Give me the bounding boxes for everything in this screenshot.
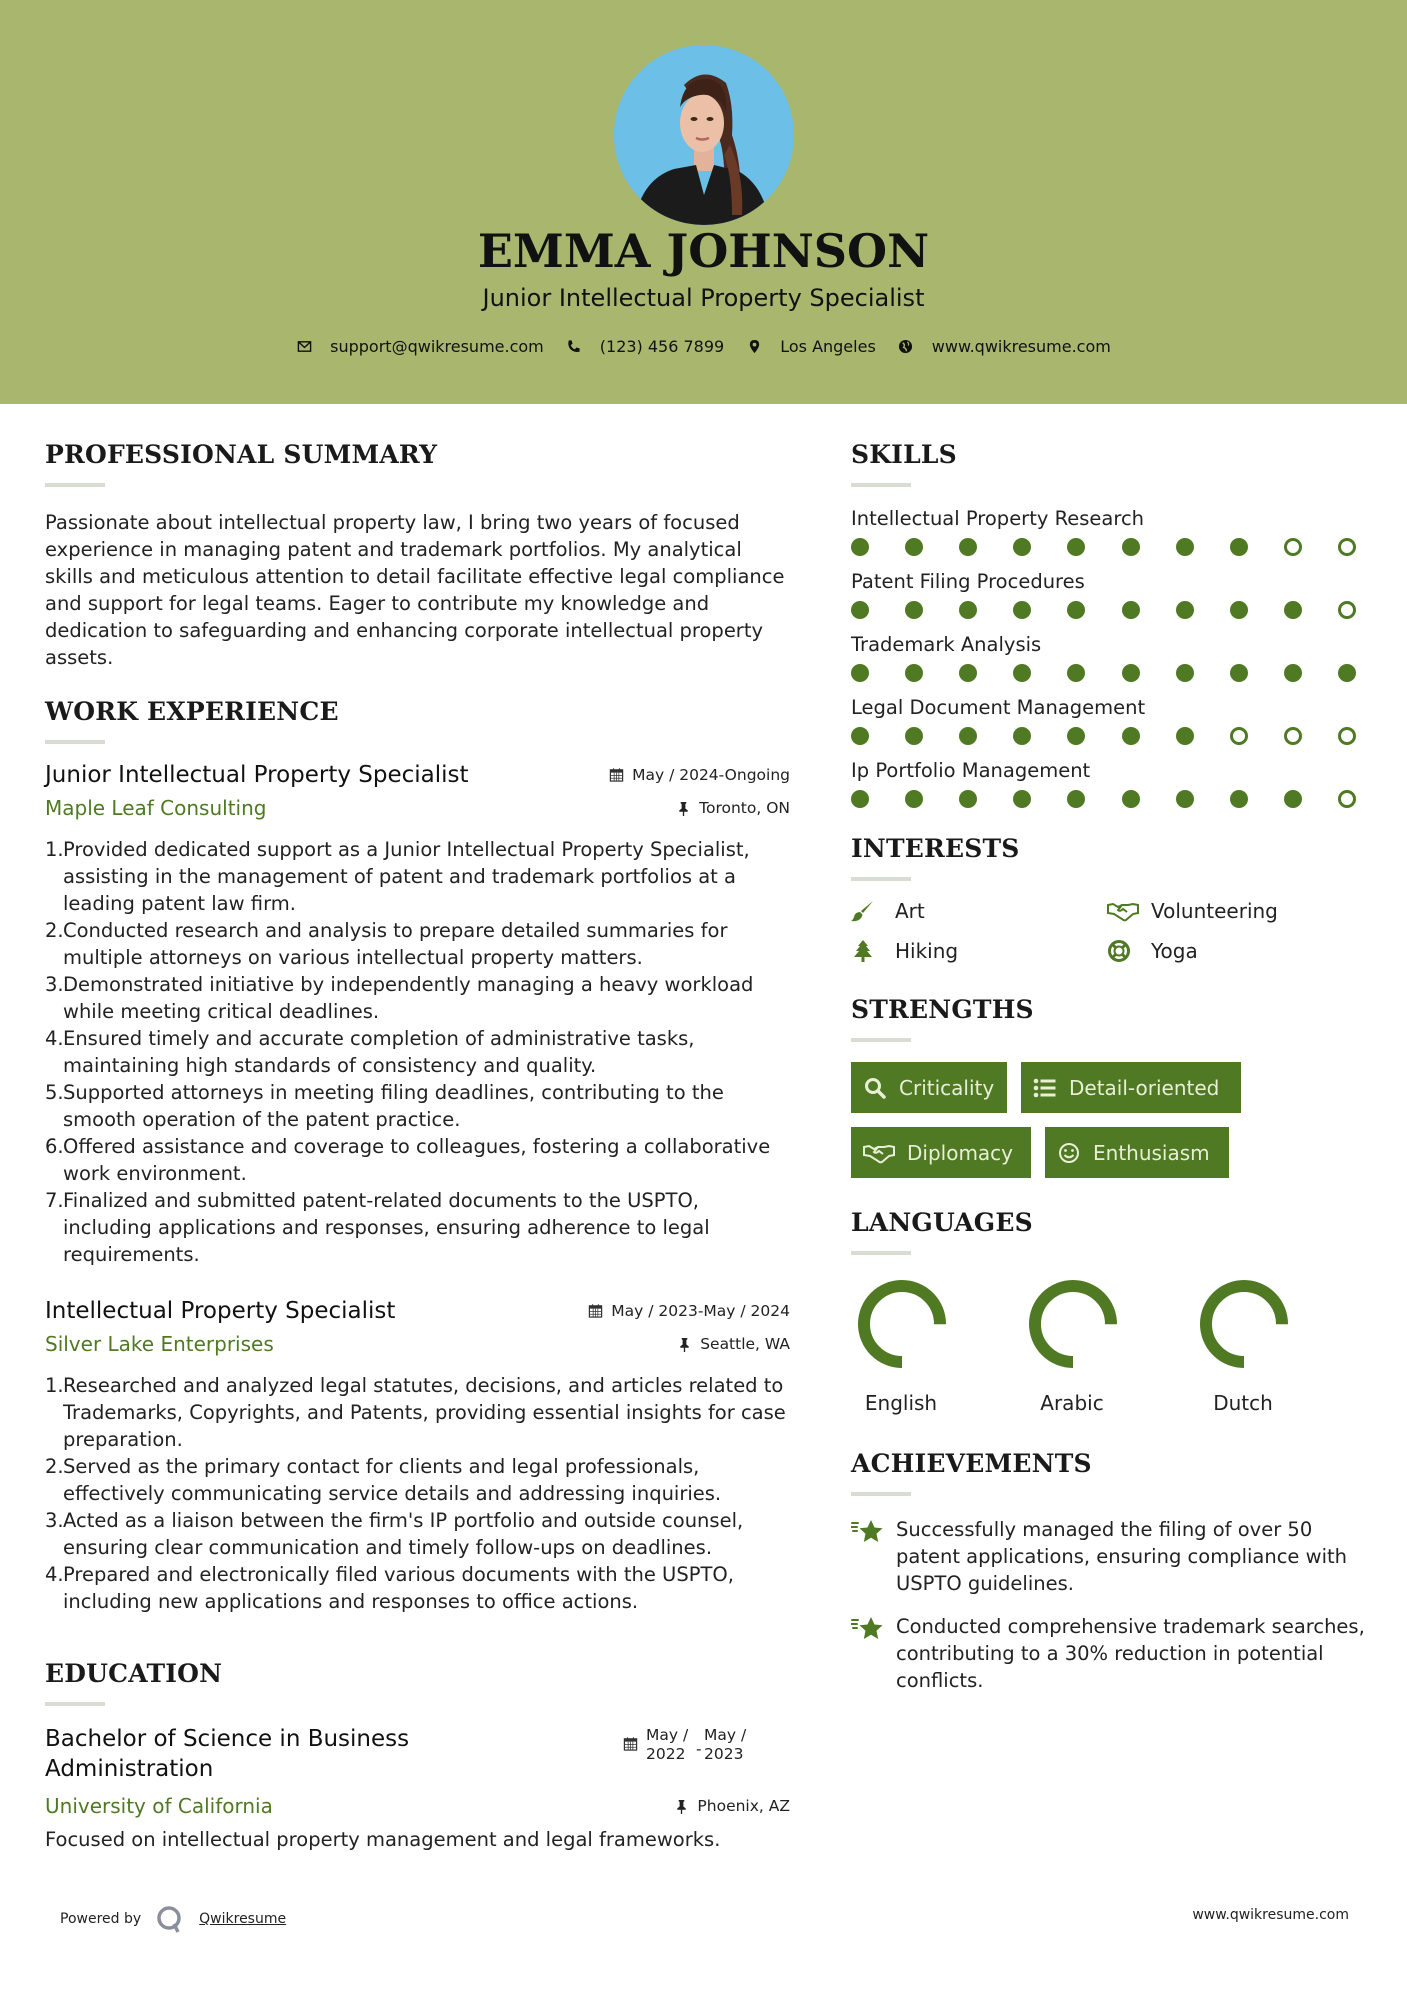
language-name: Arabic bbox=[1040, 1391, 1104, 1415]
pushpin-icon bbox=[677, 1337, 692, 1352]
language-item bbox=[851, 1279, 1022, 1415]
language-item bbox=[1022, 1279, 1193, 1415]
filled-dot-icon bbox=[1013, 601, 1031, 619]
filled-dot-icon bbox=[905, 790, 923, 808]
education-dates bbox=[623, 1726, 754, 1764]
tree-icon bbox=[851, 940, 875, 962]
profile-photo-image bbox=[614, 45, 794, 225]
summary-section bbox=[45, 440, 790, 671]
filled-dot-icon bbox=[1284, 790, 1302, 808]
job-location bbox=[677, 1335, 790, 1353]
job-entry bbox=[45, 1298, 790, 1615]
filled-dot-icon bbox=[1122, 664, 1140, 682]
contact-website-text: www.qwikresume.com bbox=[931, 337, 1111, 356]
qwikresume-link[interactable]: Qwikresume bbox=[199, 1911, 287, 1927]
filled-dot-icon bbox=[905, 664, 923, 682]
achievement-item: Successfully managed the filing of over 50 patent applications, ensuring compliance with USPTO guidelines. bbox=[851, 1516, 1366, 1597]
interest-item: Art bbox=[851, 899, 1107, 923]
job-bullet: 7. Finalized and submitted patent-related documents to the USPTO, including applications and responses, ensuring adherence to legal requirements. bbox=[45, 1189, 710, 1266]
languages-section bbox=[851, 1208, 1366, 1415]
interest-item: Volunteering bbox=[1107, 899, 1363, 923]
filled-dot-icon bbox=[1067, 601, 1085, 619]
section-heading: LANGUAGES bbox=[851, 1208, 1033, 1237]
section-divider bbox=[45, 483, 105, 487]
profile-photo bbox=[614, 45, 794, 225]
job-date-text: May / 2024-Ongoing bbox=[632, 765, 790, 784]
school-location bbox=[674, 1797, 790, 1815]
start-date: May / 2022 bbox=[646, 1726, 689, 1763]
filled-dot-icon bbox=[1122, 601, 1140, 619]
filled-dot-icon bbox=[905, 538, 923, 556]
filled-dot-icon bbox=[1067, 664, 1085, 682]
empty-dot-icon bbox=[1338, 790, 1356, 808]
filled-dot-icon bbox=[959, 601, 977, 619]
language-name: English bbox=[864, 1391, 938, 1415]
phone-icon bbox=[566, 339, 582, 355]
filled-dot-icon bbox=[1230, 538, 1248, 556]
skill-name: Ip Portfolio Management bbox=[851, 759, 1091, 782]
skill-rating bbox=[851, 664, 1356, 682]
left-column bbox=[45, 440, 790, 1853]
powered-by bbox=[60, 1904, 286, 1934]
filled-dot-icon bbox=[1122, 538, 1140, 556]
section-heading: INTERESTS bbox=[851, 834, 1020, 863]
skill-item bbox=[851, 570, 1366, 619]
section-divider bbox=[851, 877, 911, 881]
job-company: Silver Lake Enterprises bbox=[45, 1332, 274, 1356]
job-bullet: 3. Acted as a liaison between the firm's IP portfolio and outside counsel, ensuring clear communication and timely follow-ups on deadlines. bbox=[45, 1509, 744, 1559]
language-progress-ring bbox=[1028, 1279, 1118, 1369]
filled-dot-icon bbox=[1230, 664, 1248, 682]
filled-dot-icon bbox=[1338, 664, 1356, 682]
skill-name: Trademark Analysis bbox=[851, 633, 1042, 656]
skill-name: Intellectual Property Research bbox=[851, 507, 1145, 530]
job-bullet: 3. Demonstrated initiative by independently managing a heavy workload while meeting critical deadlines. bbox=[45, 973, 754, 1023]
contact-phone[interactable] bbox=[566, 337, 724, 356]
empty-dot-icon bbox=[1230, 727, 1248, 745]
end-date: May / 2023 bbox=[704, 1726, 747, 1763]
contact-phone-text: (123) 456 7899 bbox=[599, 337, 725, 356]
handshake-icon bbox=[863, 1142, 895, 1164]
filled-dot-icon bbox=[1230, 790, 1248, 808]
contact-email[interactable] bbox=[296, 337, 544, 356]
experience-section bbox=[45, 697, 790, 1615]
job-date-text: May / 2023-May / 2024 bbox=[611, 1301, 790, 1320]
languages-list bbox=[851, 1279, 1366, 1415]
strength-badge: Diplomacy bbox=[851, 1127, 1031, 1178]
job-entry bbox=[45, 762, 790, 1268]
section-divider bbox=[851, 1038, 911, 1042]
skill-name: Patent Filing Procedures bbox=[851, 570, 1085, 593]
contact-location-text: Los Angeles bbox=[780, 337, 876, 356]
job-bullet: 2. Served as the primary contact for clients and legal professionals, effectively communicating service details and addressing inquiries. bbox=[45, 1455, 722, 1505]
section-heading: EDUCATION bbox=[45, 1659, 223, 1688]
job-bullets bbox=[45, 1372, 790, 1615]
filled-dot-icon bbox=[851, 727, 869, 745]
contact-bar bbox=[0, 337, 1407, 356]
interests-section bbox=[851, 834, 1366, 963]
filled-dot-icon bbox=[1176, 664, 1194, 682]
strengths-section bbox=[851, 995, 1366, 1178]
filled-dot-icon bbox=[851, 664, 869, 682]
right-column bbox=[851, 440, 1366, 1710]
job-bullet: 6. Offered assistance and coverage to colleagues, fostering a collaborative work environment. bbox=[45, 1135, 771, 1185]
skill-item bbox=[851, 633, 1366, 682]
job-bullet: 1. Provided dedicated support as a Junior Intellectual Property Specialist, assisting in the management of patent and trademark portfolios at a leading patent law firm. bbox=[45, 838, 750, 915]
education-section bbox=[45, 1659, 790, 1853]
language-name: Dutch bbox=[1213, 1391, 1273, 1415]
language-item bbox=[1193, 1279, 1364, 1415]
degree-title: Bachelor of Science in Business Administration bbox=[45, 1726, 410, 1782]
globe-icon bbox=[898, 339, 914, 355]
interest-item: Yoga bbox=[1107, 939, 1363, 963]
job-company: Maple Leaf Consulting bbox=[45, 796, 267, 820]
empty-dot-icon bbox=[1284, 727, 1302, 745]
smile-icon bbox=[1057, 1142, 1081, 1164]
filled-dot-icon bbox=[1013, 664, 1031, 682]
filled-dot-icon bbox=[905, 601, 923, 619]
school-location-text: Phoenix, AZ bbox=[697, 1797, 790, 1815]
skill-item bbox=[851, 759, 1366, 808]
school-name: University of California bbox=[45, 1794, 273, 1818]
job-bullet: 4. Prepared and electronically filed various documents with the USPTO, including new applications and responses to office actions. bbox=[45, 1563, 734, 1613]
filled-dot-icon bbox=[959, 538, 977, 556]
filled-dot-icon bbox=[1176, 727, 1194, 745]
paintbrush-icon bbox=[851, 900, 875, 922]
star-icon bbox=[851, 1517, 885, 1545]
section-divider bbox=[851, 483, 911, 487]
education-description: Focused on intellectual property management and legal frameworks. bbox=[45, 1828, 721, 1851]
job-bullet: 1. Researched and analyzed legal statutes, decisions, and articles related to Trademarks, Copyrights, and Patents, providing essential insights for case preparation. bbox=[45, 1374, 786, 1451]
qwikresume-logo-icon bbox=[155, 1904, 185, 1934]
job-location bbox=[676, 799, 790, 817]
filled-dot-icon bbox=[1284, 664, 1302, 682]
filled-dot-icon bbox=[959, 664, 977, 682]
envelope-icon bbox=[296, 339, 312, 355]
life-ring-icon bbox=[1107, 940, 1131, 962]
interests-grid bbox=[851, 899, 1366, 963]
powered-by-label: Powered by bbox=[60, 1911, 142, 1927]
strengths-list bbox=[851, 1062, 1371, 1178]
empty-dot-icon bbox=[1338, 538, 1356, 556]
filled-dot-icon bbox=[959, 790, 977, 808]
language-progress-ring bbox=[857, 1279, 947, 1369]
filled-dot-icon bbox=[905, 727, 923, 745]
filled-dot-icon bbox=[1122, 727, 1140, 745]
filled-dot-icon bbox=[851, 538, 869, 556]
skill-rating bbox=[851, 727, 1356, 745]
contact-website[interactable] bbox=[898, 337, 1111, 356]
job-title: Junior Intellectual Property Specialist bbox=[45, 762, 469, 788]
filled-dot-icon bbox=[1230, 601, 1248, 619]
skills-section bbox=[851, 440, 1366, 808]
skill-rating bbox=[851, 601, 1356, 619]
section-divider bbox=[45, 740, 105, 744]
filled-dot-icon bbox=[1176, 790, 1194, 808]
filled-dot-icon bbox=[1067, 538, 1085, 556]
strength-badge: Criticality bbox=[851, 1062, 1007, 1113]
job-date bbox=[588, 1302, 790, 1320]
job-location-text: Seattle, WA bbox=[700, 1335, 790, 1353]
section-divider bbox=[45, 1702, 105, 1706]
job-bullets bbox=[45, 836, 790, 1268]
map-pin-icon bbox=[746, 339, 762, 355]
footer-website-link[interactable]: www.qwikresume.com bbox=[1192, 1907, 1349, 1923]
section-heading: SKILLS bbox=[851, 440, 957, 469]
star-icon bbox=[851, 1614, 885, 1642]
job-bullet: 5. Supported attorneys in meeting filing deadlines, contributing to the smooth operation of the patent practice. bbox=[45, 1081, 724, 1131]
calendar-icon bbox=[609, 767, 624, 782]
candidate-title: Junior Intellectual Property Specialist bbox=[482, 284, 925, 312]
empty-dot-icon bbox=[1338, 727, 1356, 745]
filled-dot-icon bbox=[1176, 538, 1194, 556]
list-icon bbox=[1033, 1077, 1057, 1099]
filled-dot-icon bbox=[1122, 790, 1140, 808]
filled-dot-icon bbox=[851, 790, 869, 808]
pushpin-icon bbox=[676, 801, 691, 816]
skill-name: Legal Document Management bbox=[851, 696, 1146, 719]
filled-dot-icon bbox=[1176, 601, 1194, 619]
interest-item: Hiking bbox=[851, 939, 1107, 963]
section-heading: STRENGTHS bbox=[851, 995, 1034, 1024]
job-date bbox=[609, 766, 790, 784]
skill-item bbox=[851, 696, 1366, 745]
empty-dot-icon bbox=[1338, 601, 1356, 619]
section-heading: WORK EXPERIENCE bbox=[45, 697, 339, 726]
section-divider bbox=[851, 1492, 911, 1496]
job-title: Intellectual Property Specialist bbox=[45, 1298, 396, 1324]
filled-dot-icon bbox=[1067, 790, 1085, 808]
contact-location bbox=[746, 337, 876, 356]
job-bullet: 4. Ensured timely and accurate completion of administrative tasks, maintaining high standards of consistency and quality. bbox=[45, 1027, 695, 1077]
search-icon bbox=[863, 1077, 887, 1099]
summary-text: Passionate about intellectual property law, I bring two years of focused experience in managing patent and trademark portfolios. My analytical skills and meticulous attention to detail facilitate effective legal compliance and support for legal teams. Eager to contribute my knowledge and dedication to safeguarding and enhancing corporate intellectual property assets. bbox=[45, 511, 785, 669]
job-location-text: Toronto, ON bbox=[699, 799, 790, 817]
candidate-name: EMMA JOHNSON bbox=[477, 224, 930, 278]
strength-badge: Detail-oriented bbox=[1021, 1062, 1241, 1113]
filled-dot-icon bbox=[1284, 601, 1302, 619]
achievements-section bbox=[851, 1449, 1366, 1694]
achievement-item: Conducted comprehensive trademark searches, contributing to a 30% reduction in potential conflicts. bbox=[851, 1613, 1366, 1694]
strength-badge: Enthusiasm bbox=[1045, 1127, 1229, 1178]
pushpin-icon bbox=[674, 1799, 689, 1814]
job-bullet: 2. Conducted research and analysis to prepare detailed summaries for multiple attorneys on various intellectual property matters. bbox=[45, 919, 728, 969]
resume-header bbox=[0, 0, 1407, 404]
filled-dot-icon bbox=[1013, 790, 1031, 808]
skills-list bbox=[851, 507, 1366, 808]
date-separator: - bbox=[696, 1740, 702, 1758]
empty-dot-icon bbox=[1284, 538, 1302, 556]
filled-dot-icon bbox=[1013, 727, 1031, 745]
skill-rating bbox=[851, 790, 1356, 808]
section-heading: PROFESSIONAL SUMMARY bbox=[45, 440, 438, 469]
handshake-icon bbox=[1107, 900, 1139, 922]
language-progress-ring bbox=[1199, 1279, 1289, 1369]
contact-email-text: support@qwikresume.com bbox=[330, 337, 544, 356]
calendar-icon bbox=[623, 1736, 638, 1751]
filled-dot-icon bbox=[851, 601, 869, 619]
skill-rating bbox=[851, 538, 1356, 556]
skill-item bbox=[851, 507, 1366, 556]
section-divider bbox=[851, 1251, 911, 1255]
filled-dot-icon bbox=[1067, 727, 1085, 745]
filled-dot-icon bbox=[959, 727, 977, 745]
filled-dot-icon bbox=[1013, 538, 1031, 556]
calendar-icon bbox=[588, 1303, 603, 1318]
education-entry bbox=[45, 1724, 790, 1853]
section-heading: ACHIEVEMENTS bbox=[851, 1449, 1092, 1478]
